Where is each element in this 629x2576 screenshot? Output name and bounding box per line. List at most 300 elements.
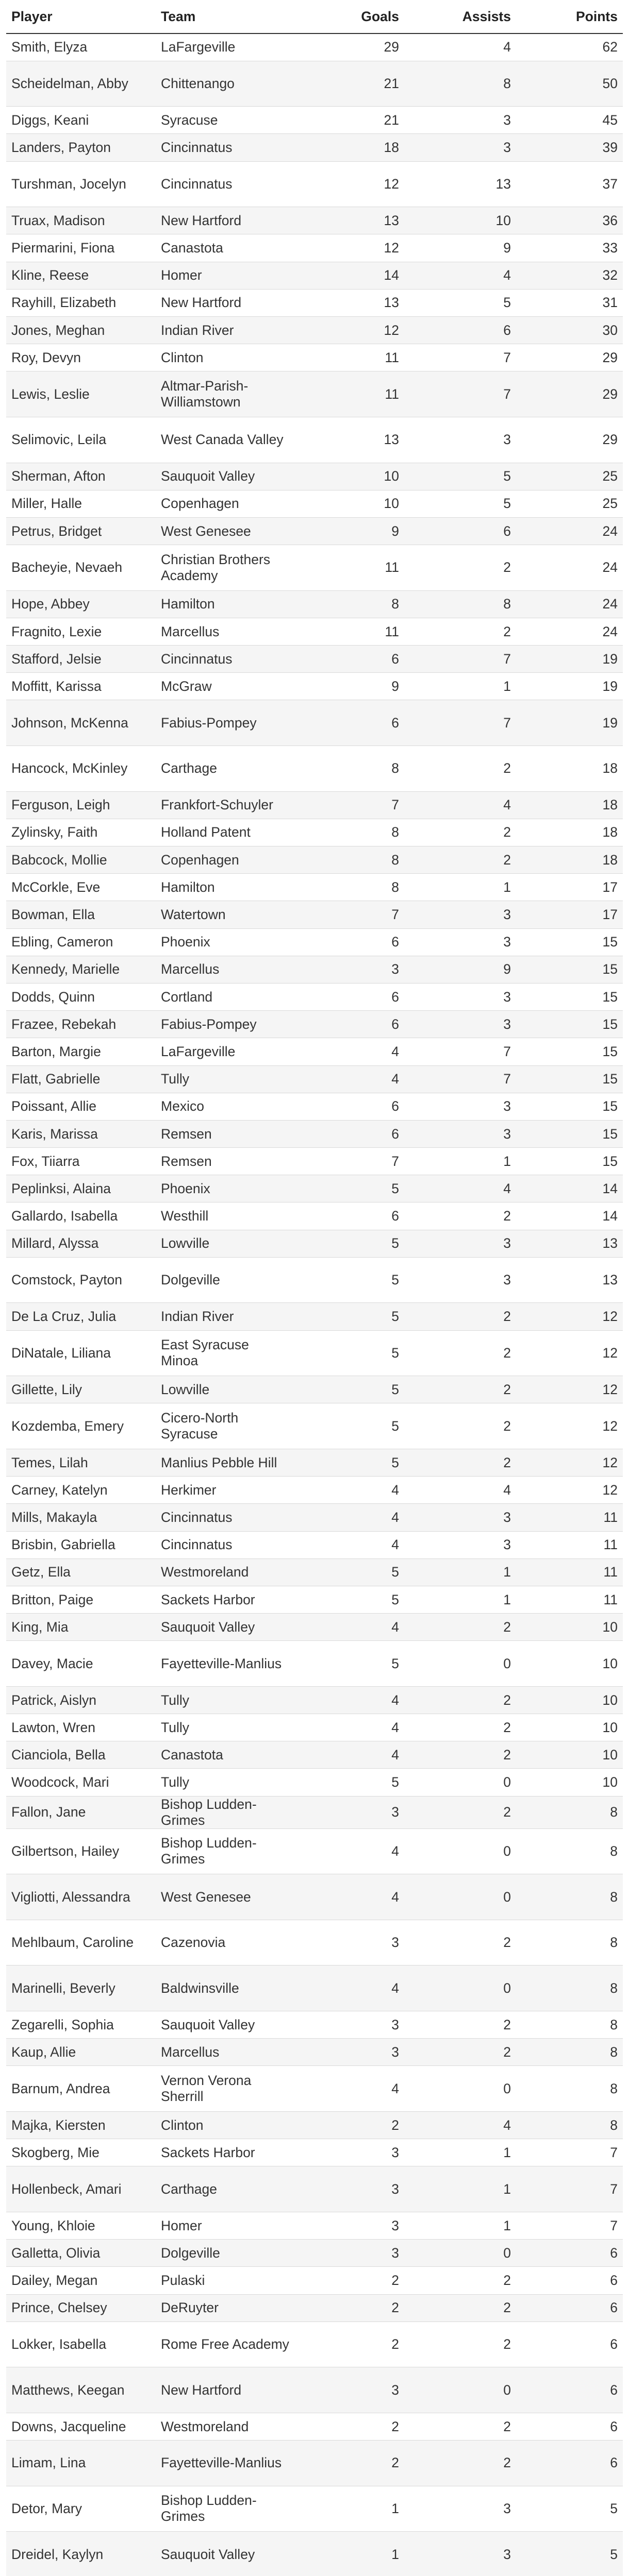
cell-team: Remsen [156,1120,295,1147]
cell-points: 11 [516,1531,623,1558]
cell-assists: 7 [404,371,516,417]
cell-goals: 2 [295,2112,404,2139]
cell-player: Diggs, Keani [6,107,156,134]
table-row [6,1504,623,1531]
cell-player: Dodds, Quinn [6,983,156,1010]
cell-assists: 2 [404,1686,516,1714]
cell-points: 18 [516,791,623,819]
cell-goals: 6 [295,1120,404,1147]
cell-points: 50 [516,61,623,107]
table-row [6,928,623,956]
cell-assists: 2 [404,1303,516,1330]
cell-points: 19 [516,700,623,746]
cell-goals: 9 [295,517,404,545]
table-row [6,673,623,700]
table-row [6,2212,623,2239]
cell-goals: 6 [295,646,404,673]
cell-points: 10 [516,1741,623,1769]
cell-assists: 7 [404,700,516,746]
cell-goals: 13 [295,289,404,316]
cell-points: 18 [516,819,623,846]
cell-team: New Hartford [156,207,295,234]
table-row [6,317,623,344]
cell-player: Peplinksi, Alaina [6,1175,156,1202]
cell-assists: 2 [404,2267,516,2294]
cell-team: Christian Brothers Academy [156,545,295,591]
table-row [6,33,623,61]
cell-player: Fallon, Jane [6,1796,156,1828]
cell-assists: 1 [404,1148,516,1175]
table-row [6,2413,623,2440]
table-row [6,2011,623,2039]
table-row [6,2066,623,2112]
cell-points: 18 [516,846,623,874]
table-row [6,262,623,289]
cell-goals: 4 [295,1504,404,1531]
cell-goals: 7 [295,1148,404,1175]
cell-goals: 13 [295,417,404,463]
table-row [6,1330,623,1376]
stats-table-container [6,0,623,2576]
cell-points: 15 [516,956,623,983]
cell-assists: 3 [404,901,516,928]
cell-points: 12 [516,1303,623,1330]
cell-team: Cortland [156,983,295,1010]
cell-assists: 4 [404,1175,516,1202]
table-row [6,1558,623,1586]
table-row [6,956,623,983]
cell-team: Tully [156,1065,295,1093]
table-row [6,417,623,463]
cell-team: Copenhagen [156,846,295,874]
cell-points: 15 [516,1038,623,1065]
cell-player: Landers, Payton [6,134,156,161]
cell-team: East Syracuse Minoa [156,1330,295,1376]
cell-goals: 3 [295,2212,404,2239]
cell-points: 7 [516,2212,623,2239]
cell-assists: 0 [404,1828,516,1874]
cell-player: Barnum, Andrea [6,2066,156,2112]
cell-team: Sauquoit Valley [156,463,295,490]
cell-player: Brisbin, Gabriella [6,1531,156,1558]
cell-player: Prince, Chelsey [6,2294,156,2321]
cell-goals: 1 [295,2532,404,2576]
cell-team: Manlius Pebble Hill [156,1449,295,1477]
cell-player: Dailey, Megan [6,2267,156,2294]
cell-team: Vernon Verona Sherrill [156,2066,295,2112]
cell-points: 10 [516,1614,623,1641]
cell-assists: 9 [404,956,516,983]
table-row [6,2267,623,2294]
cell-player: Bowman, Ella [6,901,156,928]
table-row [6,1038,623,1065]
table-row [6,1148,623,1175]
table-row [6,1965,623,2011]
cell-goals: 6 [295,1011,404,1038]
table-row [6,134,623,161]
cell-points: 8 [516,1965,623,2011]
table-row [6,1796,623,1828]
cell-goals: 3 [295,1920,404,1965]
cell-points: 29 [516,371,623,417]
cell-team: Frankfort-Schuyler [156,791,295,819]
cell-assists: 2 [404,1796,516,1828]
cell-points: 30 [516,317,623,344]
cell-points: 10 [516,1641,623,1687]
cell-assists: 7 [404,344,516,371]
cell-player: Stafford, Jelsie [6,646,156,673]
cell-player: Galletta, Olivia [6,2240,156,2267]
cell-assists: 2 [404,1403,516,1449]
table-row [6,983,623,1010]
cell-team: Westmoreland [156,1558,295,1586]
cell-points: 8 [516,1828,623,1874]
cell-assists: 2 [404,1741,516,1769]
cell-team: West Genesee [156,517,295,545]
cell-team: Marcellus [156,956,295,983]
cell-points: 15 [516,1148,623,1175]
cell-player: DiNatale, Liliana [6,1330,156,1376]
cell-points: 8 [516,2112,623,2139]
cell-player: Woodcock, Mari [6,1769,156,1796]
cell-goals: 3 [295,2166,404,2212]
cell-team: Baldwinsville [156,1965,295,2011]
cell-team: LaFargeville [156,33,295,61]
cell-goals: 2 [295,2294,404,2321]
cell-assists: 2 [404,1376,516,1403]
cell-goals: 3 [295,2240,404,2267]
table-row [6,2532,623,2576]
table-row [6,846,623,874]
cell-goals: 3 [295,2139,404,2166]
cell-team: Tully [156,1686,295,1714]
cell-goals: 4 [295,1477,404,1504]
cell-goals: 10 [295,490,404,517]
cell-goals: 5 [295,1257,404,1303]
table-row [6,1202,623,1230]
cell-player: Skogberg, Mie [6,2139,156,2166]
cell-assists: 3 [404,417,516,463]
cell-points: 7 [516,2139,623,2166]
cell-player: Getz, Ella [6,1558,156,1586]
table-row [6,1376,623,1403]
cell-goals: 3 [295,2011,404,2039]
cell-player: Zegarelli, Sophia [6,2011,156,2039]
cell-player: Patrick, Aislyn [6,1686,156,1714]
cell-goals: 11 [295,371,404,417]
cell-player: Karis, Marissa [6,1120,156,1147]
cell-team: Cazenovia [156,1920,295,1965]
cell-points: 18 [516,746,623,792]
cell-player: Detor, Mary [6,2486,156,2532]
cell-player: Babcock, Mollie [6,846,156,874]
cell-points: 8 [516,1796,623,1828]
cell-player: Limam, Lina [6,2441,156,2486]
cell-points: 29 [516,344,623,371]
cell-goals: 14 [295,262,404,289]
cell-team: Westhill [156,1202,295,1230]
cell-points: 15 [516,983,623,1010]
cell-assists: 3 [404,1230,516,1257]
cell-player: Ferguson, Leigh [6,791,156,819]
cell-team: McGraw [156,673,295,700]
cell-player: Gallardo, Isabella [6,1202,156,1230]
cell-team: Lowville [156,1230,295,1257]
cell-assists: 2 [404,2413,516,2440]
cell-player: Poissant, Allie [6,1093,156,1120]
cell-player: Temes, Lilah [6,1449,156,1477]
cell-player: Frazee, Rebekah [6,1011,156,1038]
cell-team: Fayetteville-Manlius [156,2441,295,2486]
column-header-team[interactable]: Team [156,0,295,33]
cell-player: Gillette, Lily [6,1376,156,1403]
cell-player: Cianciola, Bella [6,1741,156,1769]
table-row [6,1714,623,1741]
table-row [6,791,623,819]
cell-team: Sauquoit Valley [156,2011,295,2039]
cell-assists: 2 [404,846,516,874]
cell-team: Cicero-North Syracuse [156,1403,295,1449]
cell-assists: 5 [404,289,516,316]
cell-points: 8 [516,2039,623,2066]
cell-player: Moffitt, Karissa [6,673,156,700]
cell-goals: 4 [295,1874,404,1920]
cell-goals: 6 [295,700,404,746]
cell-points: 31 [516,289,623,316]
cell-team: Mexico [156,1093,295,1120]
table-row [6,2240,623,2267]
table-row [6,1586,623,1613]
cell-team: Phoenix [156,928,295,956]
table-row [6,1874,623,1920]
cell-team: Homer [156,2212,295,2239]
cell-goals: 2 [295,2413,404,2440]
cell-points: 24 [516,590,623,618]
table-row [6,590,623,618]
cell-assists: 3 [404,1093,516,1120]
cell-goals: 4 [295,2066,404,2112]
cell-goals: 7 [295,901,404,928]
cell-goals: 10 [295,463,404,490]
cell-goals: 1 [295,2486,404,2532]
cell-goals: 8 [295,846,404,874]
cell-assists: 10 [404,207,516,234]
cell-goals: 9 [295,673,404,700]
cell-team: Indian River [156,1303,295,1330]
cell-team: Rome Free Academy [156,2321,295,2367]
cell-team: New Hartford [156,289,295,316]
cell-player: Kline, Reese [6,262,156,289]
table-row [6,207,623,234]
cell-goals: 3 [295,1796,404,1828]
cell-player: Davey, Macie [6,1641,156,1687]
cell-assists: 3 [404,2486,516,2532]
player-stats-table [6,0,623,2576]
cell-goals: 5 [295,1586,404,1613]
column-header-points[interactable]: Points [516,0,623,33]
table-row [6,1741,623,1769]
cell-player: Young, Khloie [6,2212,156,2239]
cell-points: 17 [516,874,623,901]
table-row [6,463,623,490]
cell-points: 13 [516,1257,623,1303]
cell-points: 11 [516,1558,623,1586]
table-row [6,107,623,134]
cell-assists: 2 [404,618,516,645]
table-row [6,1477,623,1504]
cell-goals: 4 [295,1065,404,1093]
cell-team: Sauquoit Valley [156,2532,295,2576]
cell-team: Copenhagen [156,490,295,517]
cell-assists: 2 [404,819,516,846]
cell-player: Millard, Alyssa [6,1230,156,1257]
cell-points: 19 [516,646,623,673]
cell-team: Clinton [156,2112,295,2139]
cell-assists: 9 [404,234,516,262]
cell-assists: 0 [404,1769,516,1796]
table-row [6,1257,623,1303]
cell-goals: 8 [295,590,404,618]
cell-team: Dolgeville [156,1257,295,1303]
cell-goals: 4 [295,1686,404,1714]
cell-assists: 4 [404,33,516,61]
cell-assists: 7 [404,1038,516,1065]
cell-team: Fayetteville-Manlius [156,1641,295,1687]
cell-assists: 0 [404,2367,516,2413]
cell-player: Lokker, Isabella [6,2321,156,2367]
cell-goals: 5 [295,1175,404,1202]
cell-points: 62 [516,33,623,61]
cell-player: Piermarini, Fiona [6,234,156,262]
cell-team: Carthage [156,746,295,792]
cell-player: Fox, Tiiarra [6,1148,156,1175]
cell-player: Rayhill, Elizabeth [6,289,156,316]
cell-goals: 11 [295,344,404,371]
cell-goals: 12 [295,317,404,344]
cell-goals: 18 [295,134,404,161]
column-header-assists[interactable]: Assists [404,0,516,33]
cell-points: 15 [516,1065,623,1093]
table-row [6,1531,623,1558]
cell-goals: 3 [295,2367,404,2413]
table-row [6,1011,623,1038]
cell-assists: 2 [404,1449,516,1477]
cell-team: Hamilton [156,874,295,901]
cell-goals: 8 [295,746,404,792]
cell-assists: 7 [404,1065,516,1093]
table-row [6,371,623,417]
cell-assists: 2 [404,1202,516,1230]
table-row [6,1614,623,1641]
cell-assists: 3 [404,983,516,1010]
cell-goals: 3 [295,956,404,983]
cell-team: West Genesee [156,1874,295,1920]
cell-player: Selimovic, Leila [6,417,156,463]
cell-player: Bacheyie, Nevaeh [6,545,156,591]
cell-points: 11 [516,1586,623,1613]
cell-goals: 5 [295,1330,404,1376]
cell-points: 32 [516,262,623,289]
cell-points: 6 [516,2267,623,2294]
table-row [6,545,623,591]
cell-team: Tully [156,1769,295,1796]
cell-points: 39 [516,134,623,161]
cell-goals: 12 [295,161,404,207]
cell-points: 8 [516,1874,623,1920]
table-row [6,2367,623,2413]
header-row [6,0,623,33]
cell-team: Chittenango [156,61,295,107]
cell-goals: 4 [295,1741,404,1769]
cell-player: Johnson, McKenna [6,700,156,746]
table-row [6,490,623,517]
cell-team: Carthage [156,2166,295,2212]
cell-points: 13 [516,1230,623,1257]
cell-player: Dreidel, Kaylyn [6,2532,156,2576]
cell-assists: 7 [404,646,516,673]
cell-points: 8 [516,2066,623,2112]
cell-assists: 2 [404,1330,516,1376]
table-row [6,819,623,846]
cell-goals: 4 [295,1038,404,1065]
cell-assists: 3 [404,2532,516,2576]
cell-team: Indian River [156,317,295,344]
cell-player: Lawton, Wren [6,1714,156,1741]
cell-player: De La Cruz, Julia [6,1303,156,1330]
column-header-goals[interactable]: Goals [295,0,404,33]
cell-assists: 5 [404,463,516,490]
cell-goals: 2 [295,2267,404,2294]
cell-player: McCorkle, Eve [6,874,156,901]
cell-assists: 1 [404,2212,516,2239]
cell-points: 5 [516,2486,623,2532]
cell-assists: 2 [404,1714,516,1741]
cell-team: Clinton [156,344,295,371]
table-row [6,2441,623,2486]
cell-team: Watertown [156,901,295,928]
cell-points: 6 [516,2294,623,2321]
cell-goals: 21 [295,61,404,107]
cell-player: Turshman, Jocelyn [6,161,156,207]
cell-team: Homer [156,262,295,289]
cell-player: Marinelli, Beverly [6,1965,156,2011]
cell-goals: 11 [295,545,404,591]
cell-points: 24 [516,545,623,591]
column-header-player[interactable]: Player [6,0,156,33]
cell-points: 24 [516,517,623,545]
table-row [6,2166,623,2212]
cell-goals: 8 [295,874,404,901]
cell-team: Cincinnatus [156,1504,295,1531]
table-row [6,1769,623,1796]
cell-assists: 3 [404,1120,516,1147]
cell-goals: 6 [295,1202,404,1230]
cell-team: LaFargeville [156,1038,295,1065]
cell-player: Flatt, Gabrielle [6,1065,156,1093]
table-row [6,1303,623,1330]
table-row [6,517,623,545]
cell-team: Altmar-Parish-Williamstown [156,371,295,417]
table-row [6,700,623,746]
cell-goals: 5 [295,1558,404,1586]
table-row [6,1449,623,1477]
cell-goals: 8 [295,819,404,846]
cell-player: Kaup, Allie [6,2039,156,2066]
table-row [6,901,623,928]
cell-goals: 21 [295,107,404,134]
cell-team: Marcellus [156,2039,295,2066]
cell-player: Truax, Madison [6,207,156,234]
